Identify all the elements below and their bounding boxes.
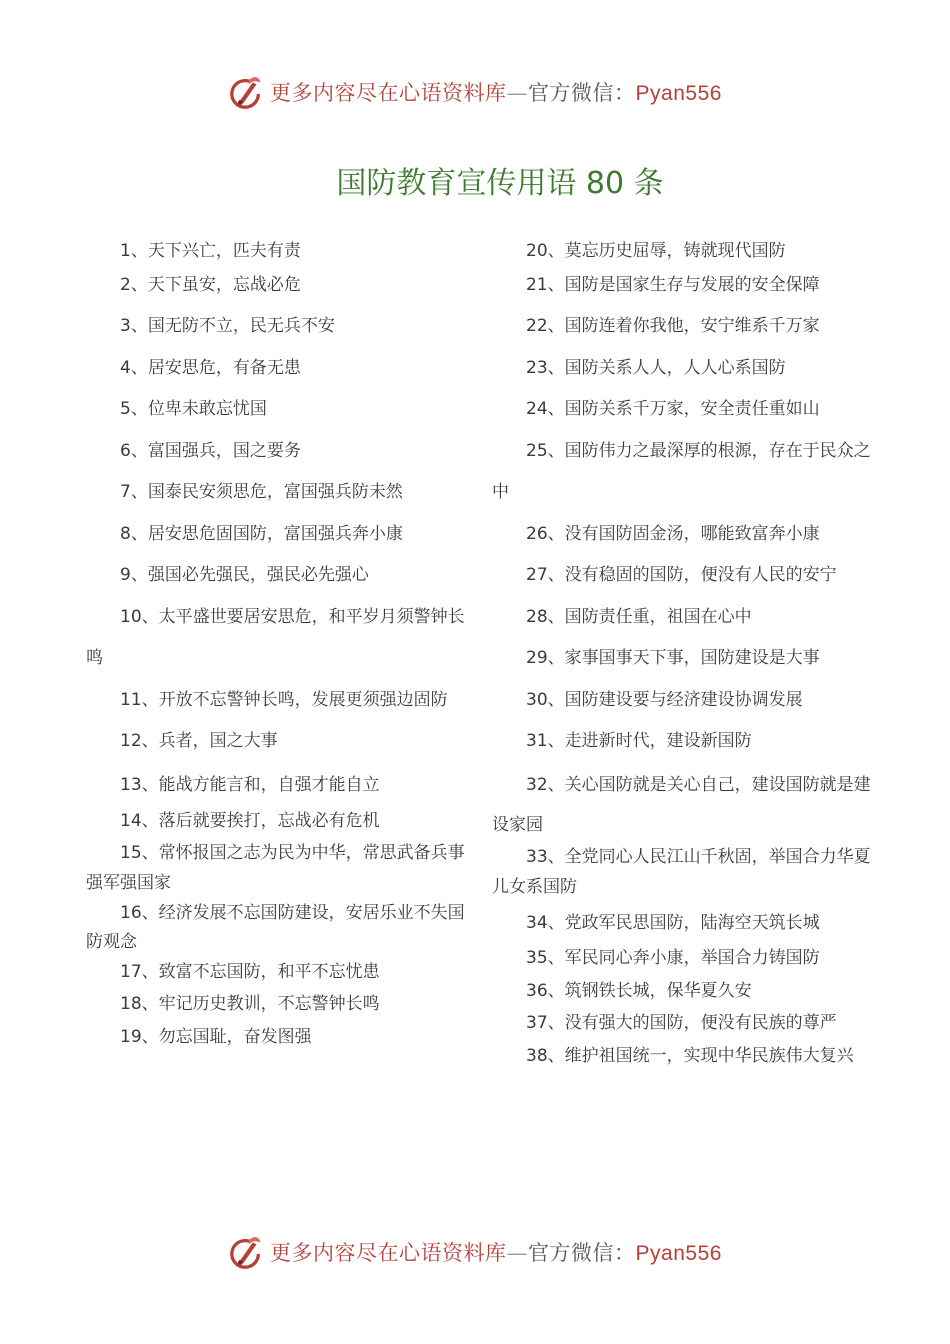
slogan-line: 32、关心国防就是关心自己，建设国防就是建 (526, 775, 871, 795)
slogan-line: 14、落后就要挨打，忘战必有危机 (120, 811, 380, 831)
header-wechat-label: 官方微信： (528, 81, 636, 105)
slogan-line: 21、国防是国家生存与发展的安全保障 (526, 275, 820, 295)
slogan-line: 9、强国必先强民，强民必先强心 (120, 565, 369, 585)
footer-promo: 更多内容尽在心语资料库 (270, 1241, 507, 1265)
slogan-line: 19、勿忘国耻，奋发图强 (120, 1027, 312, 1047)
slogan-line: 24、国防关系千万家，安全责任重如山 (526, 399, 820, 419)
slogan-line: 33、全党同心人民江山千秋固，举国合力华夏 (526, 847, 871, 867)
slogan-line: 25、国防伟力之最深厚的根源，存在于民众之 (526, 441, 871, 461)
slogan-line: 31、走进新时代，建设新国防 (526, 731, 752, 751)
slogan-line-continuation: 强军强国家 (86, 873, 171, 893)
slogan-line: 5、位卑未敢忘忧国 (120, 399, 267, 419)
slogan-line: 15、常怀报国之志为民为中华，常思武备兵事 (120, 843, 465, 863)
slogan-line-continuation: 防观念 (86, 932, 137, 952)
header-promo-text (270, 77, 722, 107)
footer-promo-text (270, 1237, 722, 1267)
slogan-line: 28、国防责任重，祖国在心中 (526, 607, 752, 627)
document-title: 国防教育宣传用语 80 条 (336, 166, 664, 201)
slogan-line: 27、没有稳固的国防，便没有人民的安宁 (526, 565, 837, 585)
slogan-line: 38、维护祖国统一，实现中华民族伟大复兴 (526, 1046, 854, 1066)
slogan-line: 13、能战方能言和，自强才能自立 (120, 775, 380, 795)
slogan-line: 8、居安思危固国防，富国强兵奔小康 (120, 524, 403, 544)
slogan-line: 20、莫忘历史屈辱，铸就现代国防 (526, 241, 786, 261)
slogan-line-continuation: 儿女系国防 (492, 877, 577, 897)
slogan-line: 1、天下兴亡，匹夫有责 (120, 241, 301, 261)
footer-wechat-label: 官方微信： (528, 1241, 636, 1265)
header-banner (0, 70, 950, 114)
header-dash: — (506, 81, 529, 105)
slogan-line: 10、太平盛世要居安思危，和平岁月须警钟长 (120, 607, 465, 627)
slogan-line: 2、天下虽安，忘战必危 (120, 275, 301, 295)
slogan-line: 11、开放不忘警钟长鸣，发展更须强边固防 (120, 690, 448, 710)
slogan-line: 29、家事国事天下事，国防建设是大事 (526, 648, 820, 668)
brush-logo-icon (228, 1233, 266, 1271)
brush-logo-icon (228, 73, 266, 111)
slogan-line: 23、国防关系人人，人人心系国防 (526, 358, 786, 378)
slogan-line: 26、没有国防固金汤，哪能致富奔小康 (526, 524, 820, 544)
slogan-line-continuation: 中 (492, 482, 509, 502)
slogan-line-continuation: 鸣 (86, 648, 103, 668)
slogan-line: 16、经济发展不忘国防建设，安居乐业不失国 (120, 903, 465, 923)
slogan-line: 34、党政军民思国防，陆海空天筑长城 (526, 913, 820, 933)
footer-dash: — (506, 1241, 529, 1265)
slogan-line: 30、国防建设要与经济建设协调发展 (526, 690, 803, 710)
slogan-line: 37、没有强大的国防，便没有民族的尊严 (526, 1013, 837, 1033)
slogan-line: 12、兵者，国之大事 (120, 731, 278, 751)
slogan-line: 4、居安思危，有备无患 (120, 358, 301, 378)
slogan-line-continuation: 设家园 (492, 815, 543, 835)
slogan-line: 3、国无防不立，民无兵不安 (120, 316, 335, 336)
slogan-line: 18、牢记历史教训，不忘警钟长鸣 (120, 994, 380, 1014)
slogan-line: 6、富国强兵，国之要务 (120, 441, 301, 461)
slogan-line: 35、军民同心奔小康，举国合力铸国防 (526, 948, 820, 968)
slogan-line: 17、致富不忘国防，和平不忘忧患 (120, 962, 380, 982)
slogan-line: 7、国泰民安须思危，富国强兵防未然 (120, 482, 403, 502)
footer-wechat-handle: Pyan556 (635, 1242, 722, 1265)
slogan-line: 36、筑钢铁长城，保华夏久安 (526, 981, 752, 1001)
footer-banner (0, 1230, 950, 1274)
slogan-line: 22、国防连着你我他，安宁维系千万家 (526, 316, 820, 336)
header-promo: 更多内容尽在心语资料库 (270, 81, 507, 105)
header-wechat-handle: Pyan556 (635, 82, 722, 105)
